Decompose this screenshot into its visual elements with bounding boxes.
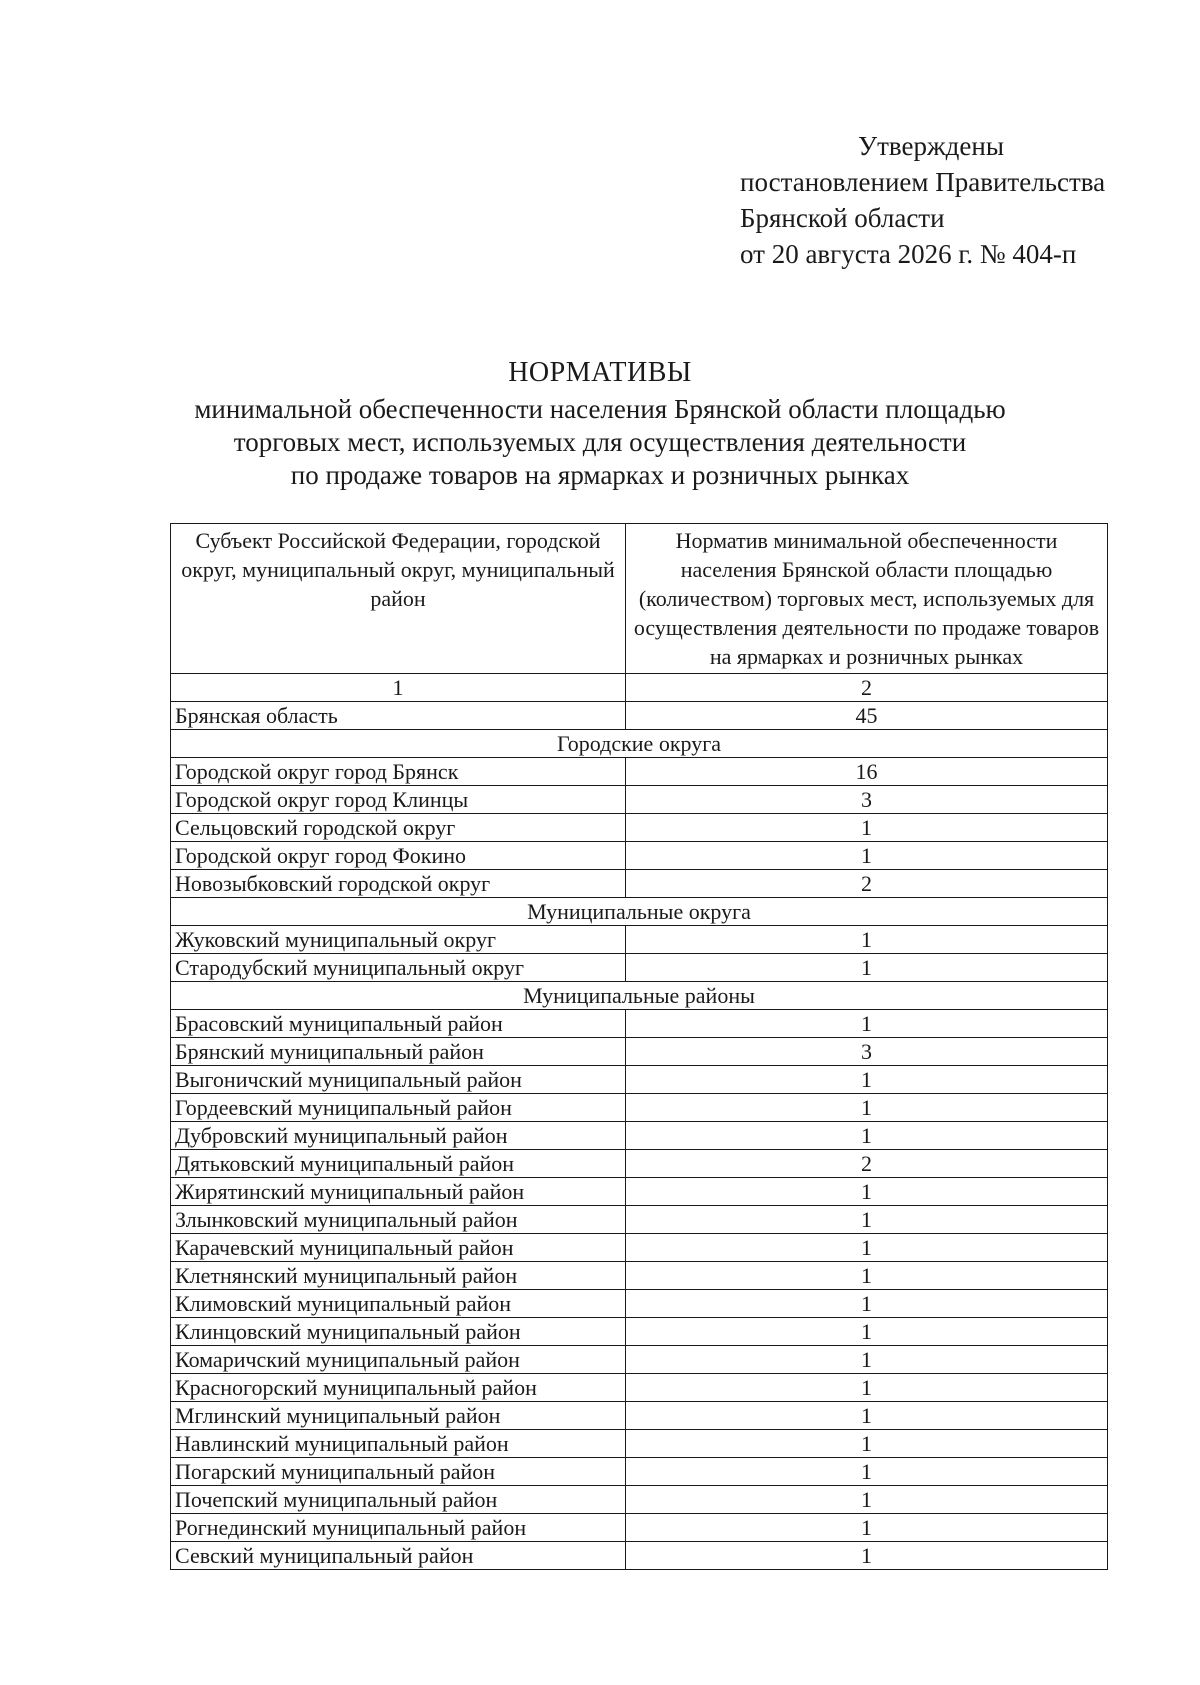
norm-value: 1: [626, 1430, 1108, 1458]
approval-line-2: постановлением Правительства: [740, 167, 1106, 197]
column-number-row: [171, 674, 1108, 702]
entity-name: Городской округ город Брянск: [171, 758, 626, 786]
table-row: [171, 1318, 1108, 1346]
norm-value: 1: [626, 1290, 1108, 1318]
entity-name: Городской округ город Фокино: [171, 842, 626, 870]
entity-name: Почепский муниципальный район: [171, 1486, 626, 1514]
norm-value: 1: [626, 1374, 1108, 1402]
norm-value: 3: [626, 786, 1108, 814]
table-row: [171, 758, 1108, 786]
table-row: [171, 870, 1108, 898]
norm-value: 1: [626, 1206, 1108, 1234]
norm-value: 2: [626, 1150, 1108, 1178]
entity-name: Новозыбковский городской округ: [171, 870, 626, 898]
approval-line-1: Утверждены: [858, 131, 1004, 161]
entity-name: Городской округ город Клинцы: [171, 786, 626, 814]
table-row: [171, 1010, 1108, 1038]
entity-name: Севский муниципальный район: [171, 1542, 626, 1570]
norm-value: 2: [626, 870, 1108, 898]
norm-value: 1: [626, 954, 1108, 982]
norm-value: 1: [626, 1010, 1108, 1038]
entity-name: Клетнянский муниципальный район: [171, 1262, 626, 1290]
entity-name: Сельцовский городской округ: [171, 814, 626, 842]
entity-name: Комаричский муниципальный район: [171, 1346, 626, 1374]
entity-name: Жуковский муниципальный округ: [171, 926, 626, 954]
norm-value: 1: [626, 1514, 1108, 1542]
table-row: [171, 1178, 1108, 1206]
entity-name: Брасовский муниципальный район: [171, 1010, 626, 1038]
table-row: [171, 954, 1108, 982]
section-header-row: [171, 730, 1108, 758]
entity-name: Выгоничский муниципальный район: [171, 1066, 626, 1094]
header-cell-norm: Норматив минимальной обеспеченности населения Брянской области площадью (количеством) торговых мест, используемых для осуществления деятельности по продаже товаров на ярмарках и розничных рынках: [626, 524, 1108, 674]
section-header-row: [171, 982, 1108, 1010]
entity-name: Мглинский муниципальный район: [171, 1402, 626, 1430]
norm-value: 1: [626, 814, 1108, 842]
entity-name: Дятьковский муниципальный район: [171, 1150, 626, 1178]
table-row: [171, 786, 1108, 814]
approval-line-3: Брянской области: [740, 203, 945, 233]
entity-name: Дубровский муниципальный район: [171, 1122, 626, 1150]
table-row: [171, 1038, 1108, 1066]
document-heading: [0, 356, 1200, 492]
norm-value: 1: [626, 1262, 1108, 1290]
norm-value: 1: [626, 1318, 1108, 1346]
norms-table: [170, 523, 1108, 1570]
table-row: [171, 842, 1108, 870]
region-name: Брянская область: [171, 702, 626, 730]
norm-value: 1: [626, 1234, 1108, 1262]
header-cell-subject: Субъект Российской Федерации, городской округ, муниципальный округ, муниципальный район: [171, 524, 626, 674]
approval-block: [740, 128, 1105, 272]
table-row: [171, 1150, 1108, 1178]
entity-name: Навлинский муниципальный район: [171, 1430, 626, 1458]
table-row: [171, 926, 1108, 954]
norm-value: 1: [626, 1486, 1108, 1514]
norm-value: 3: [626, 1038, 1108, 1066]
norm-value: 16: [626, 758, 1108, 786]
document-subtitle-line-3: по продаже товаров на ярмарках и розничных рынках: [290, 460, 910, 490]
table-row: [171, 1514, 1108, 1542]
document-title: НОРМАТИВЫ: [508, 357, 692, 388]
table-header-row: [171, 524, 1108, 674]
norm-value: 1: [626, 926, 1108, 954]
entity-name: Стародубский муниципальный округ: [171, 954, 626, 982]
norm-value: 1: [626, 1066, 1108, 1094]
table-row: [171, 1486, 1108, 1514]
table-row: [171, 1066, 1108, 1094]
norm-value: 1: [626, 842, 1108, 870]
norm-value: 1: [626, 1122, 1108, 1150]
entity-name: Красногорский муниципальный район: [171, 1374, 626, 1402]
entity-name: Рогнединский муниципальный район: [171, 1514, 626, 1542]
table-row: [171, 1206, 1108, 1234]
column-number-1: 1: [171, 674, 626, 702]
entity-name: Погарский муниципальный район: [171, 1458, 626, 1486]
column-number-2: 2: [626, 674, 1108, 702]
norm-value: 1: [626, 1542, 1108, 1570]
table-row: [171, 1458, 1108, 1486]
table-row: [171, 1402, 1108, 1430]
table-row: [171, 1234, 1108, 1262]
table-row: [171, 814, 1108, 842]
section-title: Муниципальные районы: [171, 982, 1108, 1010]
norm-value: 1: [626, 1178, 1108, 1206]
approval-line-4: от 20 августа 2026 г. № 404-п: [740, 239, 1077, 269]
entity-name: Клинцовский муниципальный район: [171, 1318, 626, 1346]
norm-value: 1: [626, 1346, 1108, 1374]
table-row: [171, 1122, 1108, 1150]
table-row: [171, 1374, 1108, 1402]
entity-name: Злынковский муниципальный район: [171, 1206, 626, 1234]
region-value: 45: [626, 702, 1108, 730]
entity-name: Брянский муниципальный район: [171, 1038, 626, 1066]
table-row: [171, 1346, 1108, 1374]
norm-value: 1: [626, 1402, 1108, 1430]
entity-name: Гордеевский муниципальный район: [171, 1094, 626, 1122]
norm-value: 1: [626, 1094, 1108, 1122]
document-subtitle-line-2: торговых мест, используемых для осуществления деятельности: [233, 427, 967, 457]
table-row: [171, 1262, 1108, 1290]
table-row: [171, 1290, 1108, 1318]
entity-name: Жирятинский муниципальный район: [171, 1178, 626, 1206]
section-header-row: [171, 898, 1108, 926]
document-subtitle-line-1: минимальной обеспеченности населения Брянской области площадью: [194, 394, 1006, 424]
entity-name: Карачевский муниципальный район: [171, 1234, 626, 1262]
entity-name: Климовский муниципальный район: [171, 1290, 626, 1318]
section-title: Городские округа: [171, 730, 1108, 758]
section-title: Муниципальные округа: [171, 898, 1108, 926]
table-row: [171, 1542, 1108, 1570]
norm-value: 1: [626, 1458, 1108, 1486]
table-row: [171, 1430, 1108, 1458]
table-row: [171, 1094, 1108, 1122]
region-total-row: [171, 702, 1108, 730]
